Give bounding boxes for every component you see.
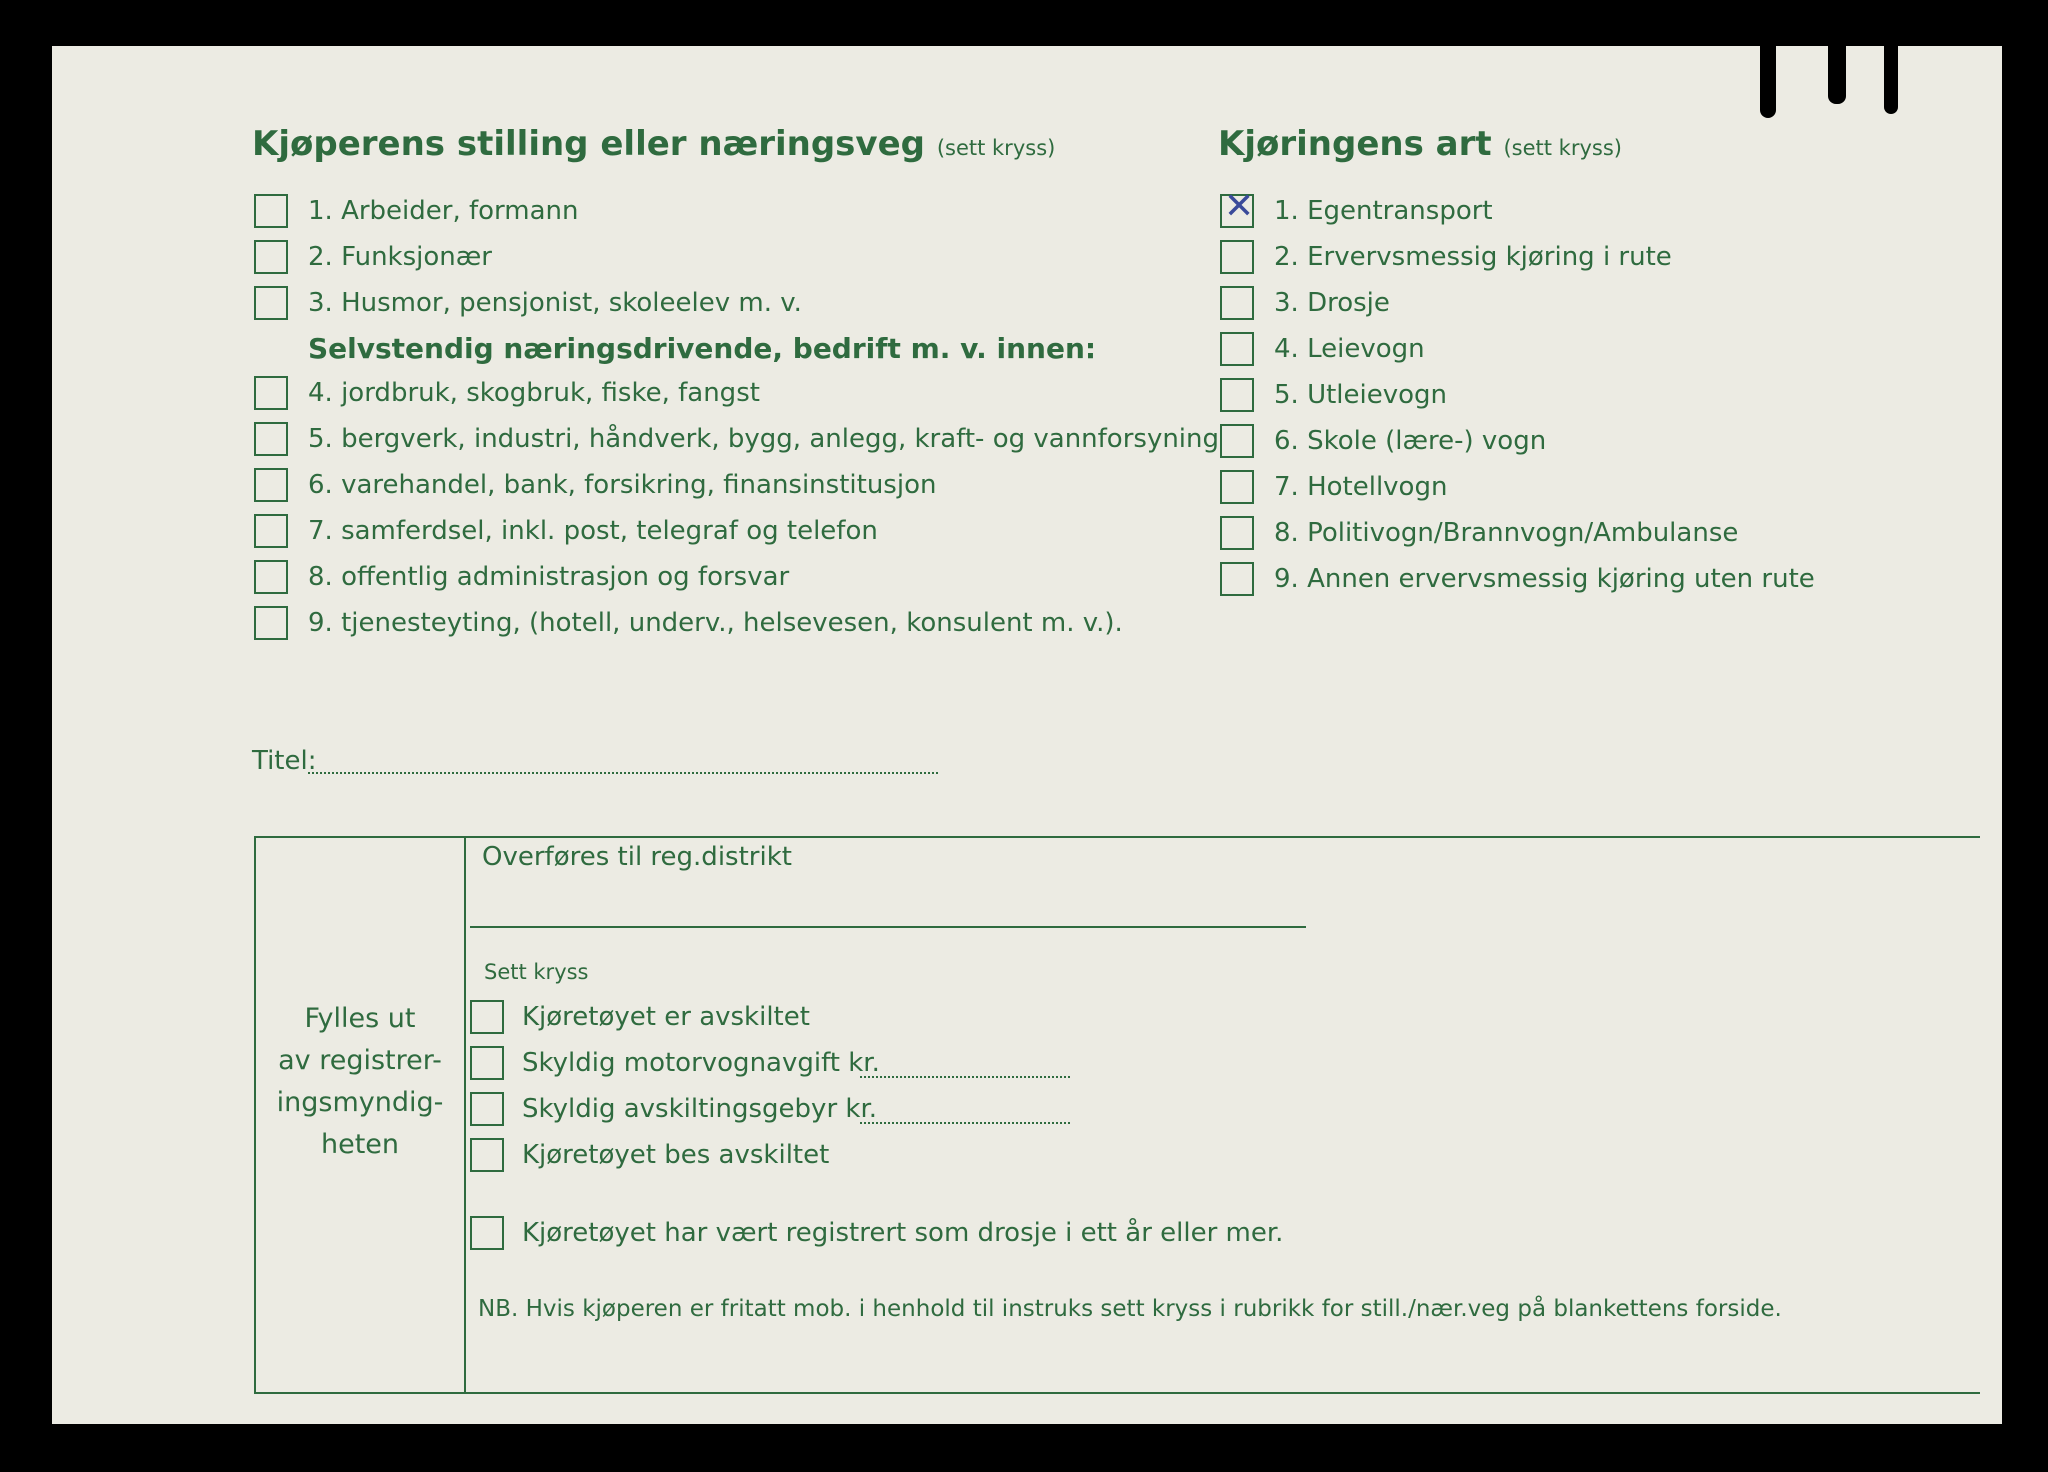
option-label: 7. Hotellvogn xyxy=(1274,472,1448,502)
option-label: 3. Husmor, pensjonist, skoleelev m. v. xyxy=(308,288,802,318)
checkbox[interactable] xyxy=(254,194,288,228)
side-label-line: heten xyxy=(320,1129,400,1160)
motorvognavgift-amount-line[interactable] xyxy=(860,1076,1070,1078)
checkbox[interactable] xyxy=(254,514,288,548)
checkbox[interactable] xyxy=(470,1216,504,1250)
option-label: 7. samferdsel, inkl. post, telegraf og telefon xyxy=(308,516,878,546)
option-label: 1. Arbeider, formann xyxy=(308,196,579,226)
buyer-title-text: Kjøperens stilling eller næringsveg xyxy=(252,124,925,164)
option-label: 6. Skole (lære-) vogn xyxy=(1274,426,1547,456)
driving-title-text: Kjøringens art xyxy=(1218,124,1492,164)
titel-label: Titel: xyxy=(252,746,317,776)
side-label-line: Fylles ut xyxy=(304,1003,416,1034)
checkbox[interactable] xyxy=(254,468,288,502)
checkbox[interactable] xyxy=(1220,332,1254,366)
titel-input-line[interactable] xyxy=(308,772,938,774)
registry-box-top-border xyxy=(254,836,1980,838)
option-label: 5. bergverk, industri, håndverk, bygg, anlegg, kraft- og vannforsyning xyxy=(308,424,1220,454)
torn-edge xyxy=(1884,46,1898,114)
checkbox[interactable] xyxy=(254,240,288,274)
buyer-section-title xyxy=(252,124,1055,164)
option-label: 6. varehandel, bank, forsikring, finansinstitusjon xyxy=(308,470,937,500)
registry-box-bottom-border xyxy=(254,1392,1980,1394)
torn-edge xyxy=(1760,46,1776,118)
checkbox[interactable] xyxy=(1220,240,1254,274)
option-label: 9. Annen ervervsmessig kjøring uten rute xyxy=(1274,564,1815,594)
transfer-input-line[interactable] xyxy=(470,926,1306,928)
avskiltingsgebyr-amount-line[interactable] xyxy=(860,1122,1070,1124)
checkbox[interactable] xyxy=(1220,470,1254,504)
checkbox[interactable] xyxy=(1220,424,1254,458)
option-label: Skyldig avskiltingsgebyr kr. xyxy=(522,1094,878,1124)
checkbox[interactable] xyxy=(1220,378,1254,412)
side-label-line: ingsmyndig- xyxy=(276,1087,444,1118)
registry-box-left-border xyxy=(254,836,256,1394)
option-label: Skyldig motorvognavgift kr. xyxy=(522,1048,880,1078)
buyer-title-hint: (sett kryss) xyxy=(936,136,1056,160)
option-label: 8. Politivogn/Brannvogn/Ambulanse xyxy=(1274,518,1739,548)
registry-box-divider xyxy=(464,836,466,1394)
option-label: 8. offentlig administrasjon og forsvar xyxy=(308,562,790,592)
option-label: Kjøretøyet har vært registrert som drosje i ett år eller mer. xyxy=(522,1218,1284,1248)
option-label: 1. Egentransport xyxy=(1274,196,1493,226)
checkbox[interactable] xyxy=(254,560,288,594)
option-label: 9. tjenesteyting, (hotell, underv., helsevesen, konsulent m. v.). xyxy=(308,608,1123,638)
registry-side-label xyxy=(258,998,462,1166)
checkbox[interactable] xyxy=(1220,562,1254,596)
option-label: Kjøretøyet bes avskiltet xyxy=(522,1140,830,1170)
checkbox[interactable] xyxy=(470,1138,504,1172)
checkbox[interactable] xyxy=(1220,286,1254,320)
checkbox[interactable] xyxy=(470,1000,504,1034)
transfer-label: Overføres til reg.distrikt xyxy=(482,842,792,872)
checkbox[interactable] xyxy=(470,1092,504,1126)
option-label: 3. Drosje xyxy=(1274,288,1390,318)
check-hint: Sett kryss xyxy=(484,960,589,984)
option-label: 2. Ervervsmessig kjøring i rute xyxy=(1274,242,1672,272)
checkbox[interactable] xyxy=(254,376,288,410)
checkbox[interactable] xyxy=(254,286,288,320)
checkbox-checked[interactable] xyxy=(1220,194,1254,228)
self-employed-subheading: Selvstendig næringsdrivende, bedrift m. v. innen: xyxy=(308,332,1097,365)
driving-title-hint: (sett kryss) xyxy=(1503,136,1622,160)
checkbox[interactable] xyxy=(470,1046,504,1080)
option-label: 4. Leievogn xyxy=(1274,334,1425,364)
option-label: Kjøretøyet er avskiltet xyxy=(522,1002,810,1032)
option-label: 5. Utleievogn xyxy=(1274,380,1448,410)
nb-note: NB. Hvis kjøperen er fritatt mob. i henhold til instruks sett kryss i rubrikk for still./nær.veg på blankettens forside. xyxy=(478,1296,1782,1322)
option-label: 4. jordbruk, skogbruk, fiske, fangst xyxy=(308,378,760,408)
checkbox[interactable] xyxy=(254,606,288,640)
option-label: 2. Funksjonær xyxy=(308,242,492,272)
torn-edge xyxy=(1828,46,1846,104)
checkbox[interactable] xyxy=(254,422,288,456)
form-sheet xyxy=(52,46,2002,1424)
driving-section-title xyxy=(1218,124,1622,164)
checkbox[interactable] xyxy=(1220,516,1254,550)
side-label-line: av registrer- xyxy=(278,1045,442,1076)
